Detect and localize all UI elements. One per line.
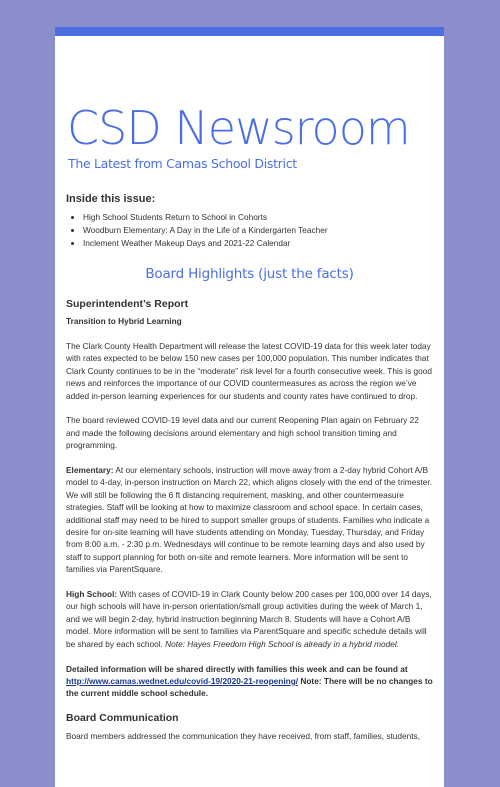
masthead-subtitle: The Latest from Camas School District — [68, 156, 297, 171]
issue-item: • Inclement Weather Makeup Days and 2021-22 Calendar — [83, 237, 433, 250]
high-school-text: With cases of COVID-19 in Clark County below 200 cases per 100,000 over 14 days, our high schools will have in-person orientation/small group activities during the week of March 1, and we will begin 2-day, hybrid instruction beginning March 8. Students will have a Cohort A/B model. More information will be sent to families via ParentSquare and specific schedule details will be shared by each school. — [66, 589, 432, 649]
high-school-label: High School: — [66, 589, 118, 600]
middle-school-note: Note: There will be no changes to the current middle school schedule. — [66, 675, 433, 699]
detailed-info-paragraph — [66, 663, 433, 700]
board-review-paragraph: The board reviewed COVID-19 level data and our current Reopening Plan again on February 22 and made the following decisions around elementary and high school transition timing and programming. — [66, 415, 419, 451]
high-school-paragraph — [66, 588, 433, 650]
masthead-title: CSD Newsroom — [67, 101, 410, 155]
board-highlights-heading: Board Highlights (just the facts) — [145, 266, 354, 282]
elementary-paragraph — [66, 464, 433, 576]
issue-list — [66, 211, 433, 250]
board-communication-heading: Board Communication — [66, 712, 179, 725]
newsletter-content — [55, 193, 444, 743]
health-department-paragraph: The Clark County Health Department will release the latest COVID-19 data for this week later today with rates expected to be below 150 new cases per 100,000 population. This number indicates that Clark County continues to be in the “moderate” risk level for a fourth consecutive week. This is good news and reinforces the importance of our COVID countermeasures as across the region we’ve added in-person learning experiences for our students and county rates have continued to drop. — [66, 341, 433, 401]
issue-item: • High School Students Return to School in Cohorts — [83, 211, 433, 224]
reopening-link[interactable]: http://www.camas.wednet.edu/covid-19/2020-21-reopening/ — [66, 675, 299, 686]
newsletter-card — [55, 27, 444, 787]
elementary-text: At our elementary schools, instruction will move away from a 2-day hybrid Cohort A/B model to 4-day, in-person instruction on March 22, which aligns closely with the end of the trimester. We will still be following the 6 ft distancing requirement, masking, and other countermeasure strategies. Staff will be looking at how to maximize classroom and school space. In certain cases, additional staff may need to be hired to support smaller groups of students. Families who indicate a desire for on-site learning will have students attending on Monday, Tuesday, Thursday, and Friday from 8:00 a.m. - 2:30 p.m. Wednesdays will continue to be remote learning days and also used by staff to support planning for both on-site and remote learners. More information will be sent to families via ParentSquare. — [66, 465, 433, 575]
detailed-info-text: Detailed information will be shared directly with families this week and can be found at — [66, 663, 408, 674]
masthead — [55, 36, 444, 171]
superintendent-report-heading: Superintendent’s Report — [66, 298, 189, 310]
high-school-note: Note: Hayes Freedom High School is already in a hybrid model. — [165, 638, 399, 649]
elementary-label: Elementary: — [66, 465, 114, 476]
inside-issue-heading: Inside this issue: — [66, 193, 156, 205]
board-communication-paragraph: Board members addressed the communication they have received, from staff, families, students, — [66, 731, 421, 742]
transition-heading: Transition to Hybrid Learning — [66, 316, 182, 326]
issue-item: • Woodburn Elementary: A Day in the Life of a Kindergarten Teacher — [83, 224, 433, 237]
